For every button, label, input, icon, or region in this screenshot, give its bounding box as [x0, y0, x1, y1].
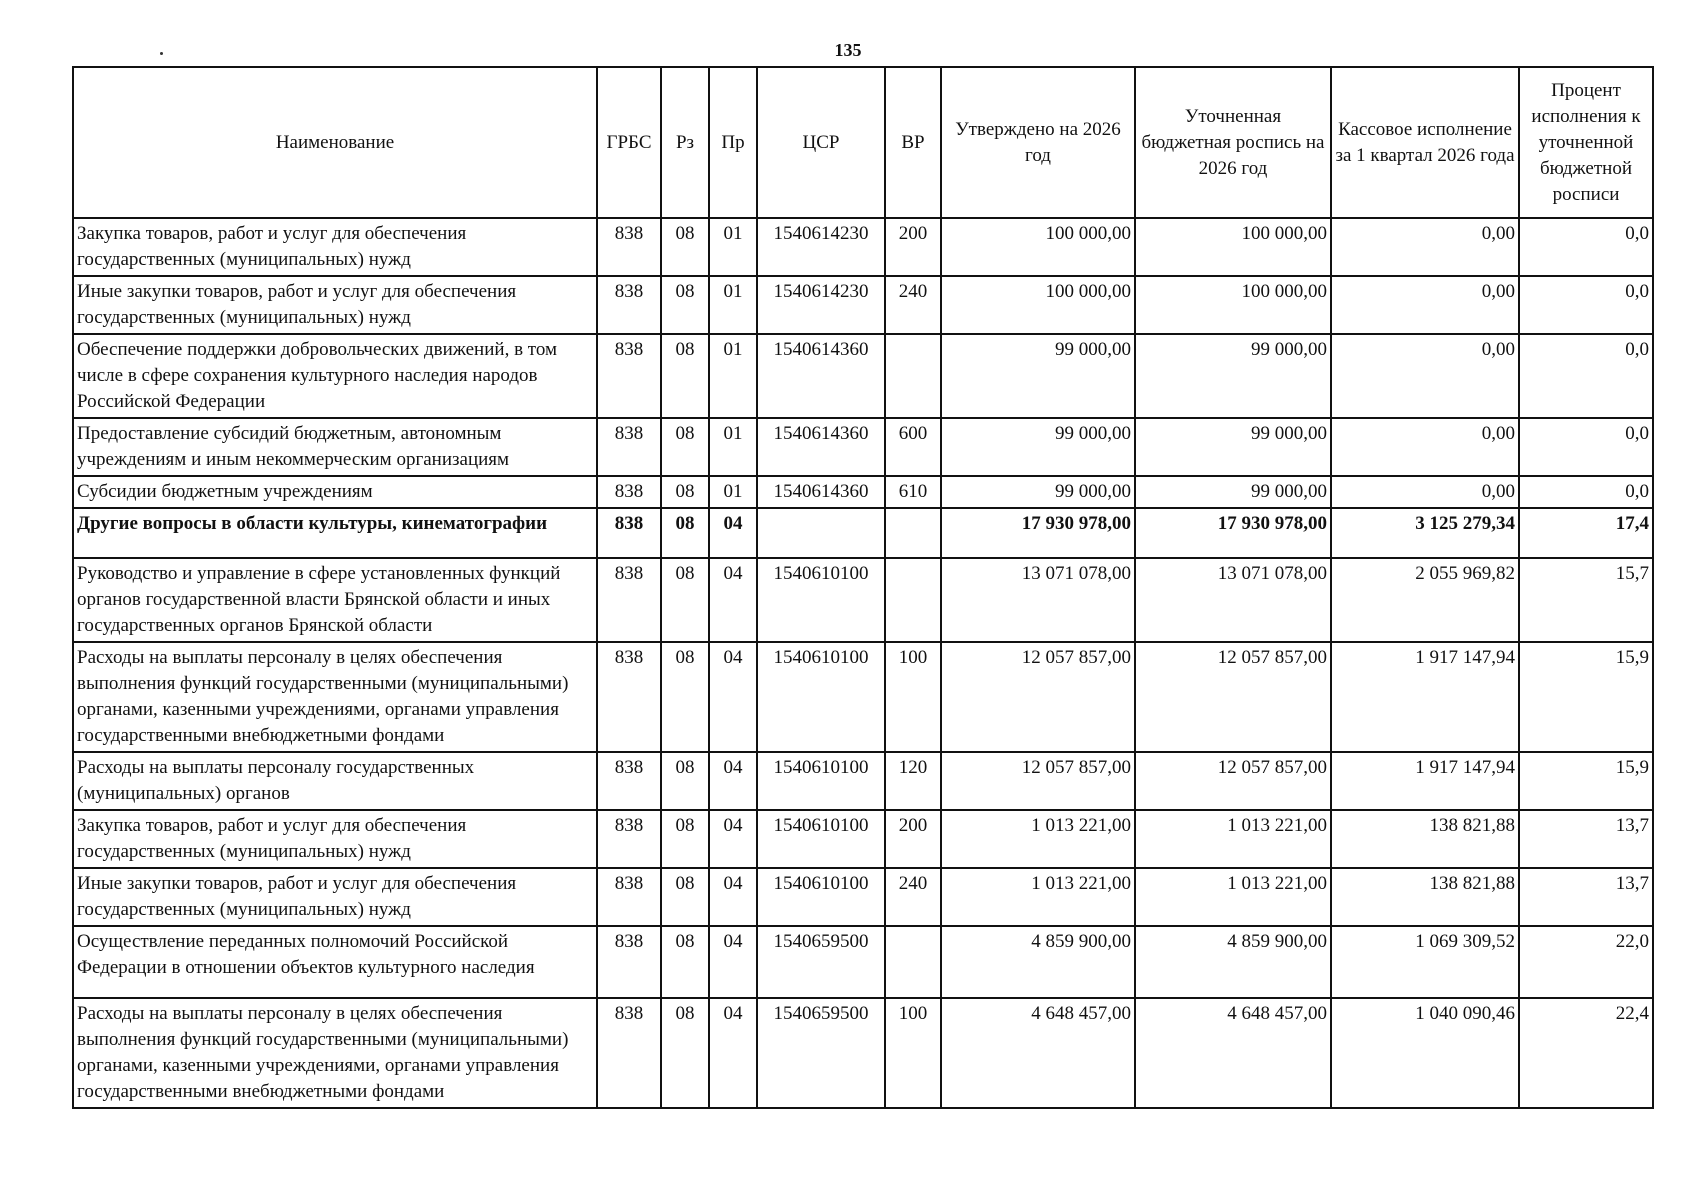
cell-approved: 100 000,00 [941, 218, 1135, 276]
cell-refined: 1 013 221,00 [1135, 868, 1331, 926]
cell-name: Иные закупки товаров, работ и услуг для обеспечения государственных (муниципальных) нужд [73, 276, 597, 334]
cell-approved: 99 000,00 [941, 334, 1135, 418]
cell-vr [885, 334, 941, 418]
cell-vr: 600 [885, 418, 941, 476]
cell-vr: 100 [885, 642, 941, 752]
cell-cash: 138 821,88 [1331, 810, 1519, 868]
cell-name: Осуществление переданных полномочий Российской Федерации в отношении объектов культурного наследия [73, 926, 597, 998]
cell-cash: 0,00 [1331, 334, 1519, 418]
page-number: 135 [834, 40, 862, 60]
cell-vr: 120 [885, 752, 941, 810]
cell-approved: 12 057 857,00 [941, 752, 1135, 810]
cell-grbs: 838 [597, 334, 661, 418]
header-refined: Уточненная бюджетная роспись на 2026 год [1135, 67, 1331, 218]
cell-approved: 13 071 078,00 [941, 558, 1135, 642]
cell-pr: 01 [709, 218, 757, 276]
cell-refined: 4 648 457,00 [1135, 998, 1331, 1108]
cell-cash: 0,00 [1331, 418, 1519, 476]
cell-vr: 200 [885, 810, 941, 868]
cell-cash: 1 917 147,94 [1331, 642, 1519, 752]
cell-csr: 1540610100 [757, 558, 885, 642]
header-grbs: ГРБС [597, 67, 661, 218]
cell-grbs: 838 [597, 810, 661, 868]
cell-pr: 01 [709, 418, 757, 476]
cell-rz: 08 [661, 476, 709, 508]
cell-name: Обеспечение поддержки добровольческих движений, в том числе в сфере сохранения культурного наследия народов Российской Федерации [73, 334, 597, 418]
cell-refined: 99 000,00 [1135, 476, 1331, 508]
scan-speck [160, 52, 163, 55]
cell-grbs: 838 [597, 926, 661, 998]
cell-refined: 12 057 857,00 [1135, 752, 1331, 810]
cell-grbs: 838 [597, 998, 661, 1108]
cell-grbs: 838 [597, 508, 661, 558]
cell-csr: 1540614360 [757, 334, 885, 418]
cell-cash: 0,00 [1331, 476, 1519, 508]
cell-cash: 2 055 969,82 [1331, 558, 1519, 642]
cell-rz: 08 [661, 642, 709, 752]
cell-cash: 138 821,88 [1331, 868, 1519, 926]
cell-refined: 100 000,00 [1135, 276, 1331, 334]
cell-rz: 08 [661, 998, 709, 1108]
cell-name: Предоставление субсидий бюджетным, автономным учреждениям и иным некоммерческим организациям [73, 418, 597, 476]
cell-pr: 04 [709, 642, 757, 752]
cell-rz: 08 [661, 558, 709, 642]
table-row [73, 334, 1653, 418]
table-row [73, 476, 1653, 508]
cell-pr: 04 [709, 926, 757, 998]
table-row [73, 752, 1653, 810]
cell-vr: 240 [885, 868, 941, 926]
header-approved: Утверждено на 2026 год [941, 67, 1135, 218]
cell-approved: 99 000,00 [941, 476, 1135, 508]
cell-rz: 08 [661, 218, 709, 276]
table-row [73, 276, 1653, 334]
cell-csr [757, 508, 885, 558]
cell-name: Другие вопросы в области культуры, кинематографии [73, 508, 597, 558]
cell-pr: 01 [709, 334, 757, 418]
cell-refined: 99 000,00 [1135, 334, 1331, 418]
cell-vr [885, 508, 941, 558]
cell-percent: 15,9 [1519, 642, 1653, 752]
table-row [73, 810, 1653, 868]
header-vr: ВР [885, 67, 941, 218]
cell-csr: 1540610100 [757, 810, 885, 868]
cell-grbs: 838 [597, 642, 661, 752]
cell-refined: 99 000,00 [1135, 418, 1331, 476]
cell-csr: 1540610100 [757, 868, 885, 926]
table-row [73, 218, 1653, 276]
cell-pr: 01 [709, 276, 757, 334]
table-header-row [73, 67, 1653, 218]
cell-csr: 1540614230 [757, 276, 885, 334]
cell-percent: 0,0 [1519, 476, 1653, 508]
cell-name: Субсидии бюджетным учреждениям [73, 476, 597, 508]
cell-name: Руководство и управление в сфере установленных функций органов государственной власти Брянской области и иных государственных органов Брянской области [73, 558, 597, 642]
cell-approved: 100 000,00 [941, 276, 1135, 334]
cell-percent: 17,4 [1519, 508, 1653, 558]
cell-cash: 1 917 147,94 [1331, 752, 1519, 810]
table-row [73, 926, 1653, 998]
cell-refined: 4 859 900,00 [1135, 926, 1331, 998]
cell-vr [885, 558, 941, 642]
cell-csr: 1540659500 [757, 998, 885, 1108]
cell-approved: 99 000,00 [941, 418, 1135, 476]
cell-name: Закупка товаров, работ и услуг для обеспечения государственных (муниципальных) нужд [73, 218, 597, 276]
cell-vr [885, 926, 941, 998]
cell-grbs: 838 [597, 276, 661, 334]
cell-approved: 1 013 221,00 [941, 868, 1135, 926]
cell-rz: 08 [661, 752, 709, 810]
table-row [73, 998, 1653, 1108]
table-row [73, 558, 1653, 642]
cell-pr: 04 [709, 752, 757, 810]
cell-vr: 100 [885, 998, 941, 1108]
cell-refined: 17 930 978,00 [1135, 508, 1331, 558]
table-row [73, 642, 1653, 752]
cell-percent: 15,9 [1519, 752, 1653, 810]
cell-pr: 04 [709, 508, 757, 558]
cell-pr: 04 [709, 558, 757, 642]
cell-grbs: 838 [597, 476, 661, 508]
cell-rz: 08 [661, 418, 709, 476]
cell-approved: 12 057 857,00 [941, 642, 1135, 752]
header-name: Наименование [73, 67, 597, 218]
cell-pr: 01 [709, 476, 757, 508]
table-row [73, 868, 1653, 926]
cell-approved: 17 930 978,00 [941, 508, 1135, 558]
cell-grbs: 838 [597, 218, 661, 276]
cell-pr: 04 [709, 810, 757, 868]
cell-csr: 1540610100 [757, 752, 885, 810]
cell-cash: 3 125 279,34 [1331, 508, 1519, 558]
cell-name: Закупка товаров, работ и услуг для обеспечения государственных (муниципальных) нужд [73, 810, 597, 868]
cell-percent: 13,7 [1519, 810, 1653, 868]
header-rz: Рз [661, 67, 709, 218]
cell-vr: 610 [885, 476, 941, 508]
cell-refined: 1 013 221,00 [1135, 810, 1331, 868]
cell-name: Расходы на выплаты персоналу государственных (муниципальных) органов [73, 752, 597, 810]
table-row [73, 418, 1653, 476]
cell-percent: 0,0 [1519, 334, 1653, 418]
cell-approved: 1 013 221,00 [941, 810, 1135, 868]
cell-vr: 200 [885, 218, 941, 276]
cell-approved: 4 859 900,00 [941, 926, 1135, 998]
cell-percent: 15,7 [1519, 558, 1653, 642]
cell-grbs: 838 [597, 868, 661, 926]
cell-percent: 0,0 [1519, 218, 1653, 276]
budget-table [72, 66, 1654, 1109]
cell-csr: 1540614230 [757, 218, 885, 276]
cell-approved: 4 648 457,00 [941, 998, 1135, 1108]
cell-rz: 08 [661, 810, 709, 868]
cell-cash: 0,00 [1331, 218, 1519, 276]
cell-pr: 04 [709, 998, 757, 1108]
header-pr: Пр [709, 67, 757, 218]
cell-grbs: 838 [597, 558, 661, 642]
cell-rz: 08 [661, 926, 709, 998]
cell-percent: 22,0 [1519, 926, 1653, 998]
cell-refined: 13 071 078,00 [1135, 558, 1331, 642]
cell-rz: 08 [661, 334, 709, 418]
header-percent: Процент исполнения к уточненной бюджетной росписи [1519, 67, 1653, 218]
cell-csr: 1540614360 [757, 418, 885, 476]
cell-rz: 08 [661, 276, 709, 334]
cell-name: Иные закупки товаров, работ и услуг для обеспечения государственных (муниципальных) нужд [73, 868, 597, 926]
table-body [73, 218, 1653, 1108]
cell-cash: 1 040 090,46 [1331, 998, 1519, 1108]
cell-vr: 240 [885, 276, 941, 334]
cell-percent: 0,0 [1519, 418, 1653, 476]
cell-csr: 1540610100 [757, 642, 885, 752]
cell-cash: 1 069 309,52 [1331, 926, 1519, 998]
cell-refined: 100 000,00 [1135, 218, 1331, 276]
cell-csr: 1540659500 [757, 926, 885, 998]
header-csr: ЦСР [757, 67, 885, 218]
cell-name: Расходы на выплаты персоналу в целях обеспечения выполнения функций государственными (муниципальными) органами, казенными учреждениями, органами управления государственными внебюджетными фондами [73, 642, 597, 752]
table-row [73, 508, 1653, 558]
cell-cash: 0,00 [1331, 276, 1519, 334]
cell-grbs: 838 [597, 418, 661, 476]
cell-grbs: 838 [597, 752, 661, 810]
cell-rz: 08 [661, 868, 709, 926]
cell-pr: 04 [709, 868, 757, 926]
cell-name: Расходы на выплаты персоналу в целях обеспечения выполнения функций государственными (муниципальными) органами, казенными учреждениями, органами управления государственными внебюджетными фондами [73, 998, 597, 1108]
cell-refined: 12 057 857,00 [1135, 642, 1331, 752]
cell-percent: 0,0 [1519, 276, 1653, 334]
header-cash: Кассовое исполнение за 1 квартал 2026 года [1331, 67, 1519, 218]
cell-percent: 13,7 [1519, 868, 1653, 926]
cell-percent: 22,4 [1519, 998, 1653, 1108]
cell-csr: 1540614360 [757, 476, 885, 508]
cell-rz: 08 [661, 508, 709, 558]
